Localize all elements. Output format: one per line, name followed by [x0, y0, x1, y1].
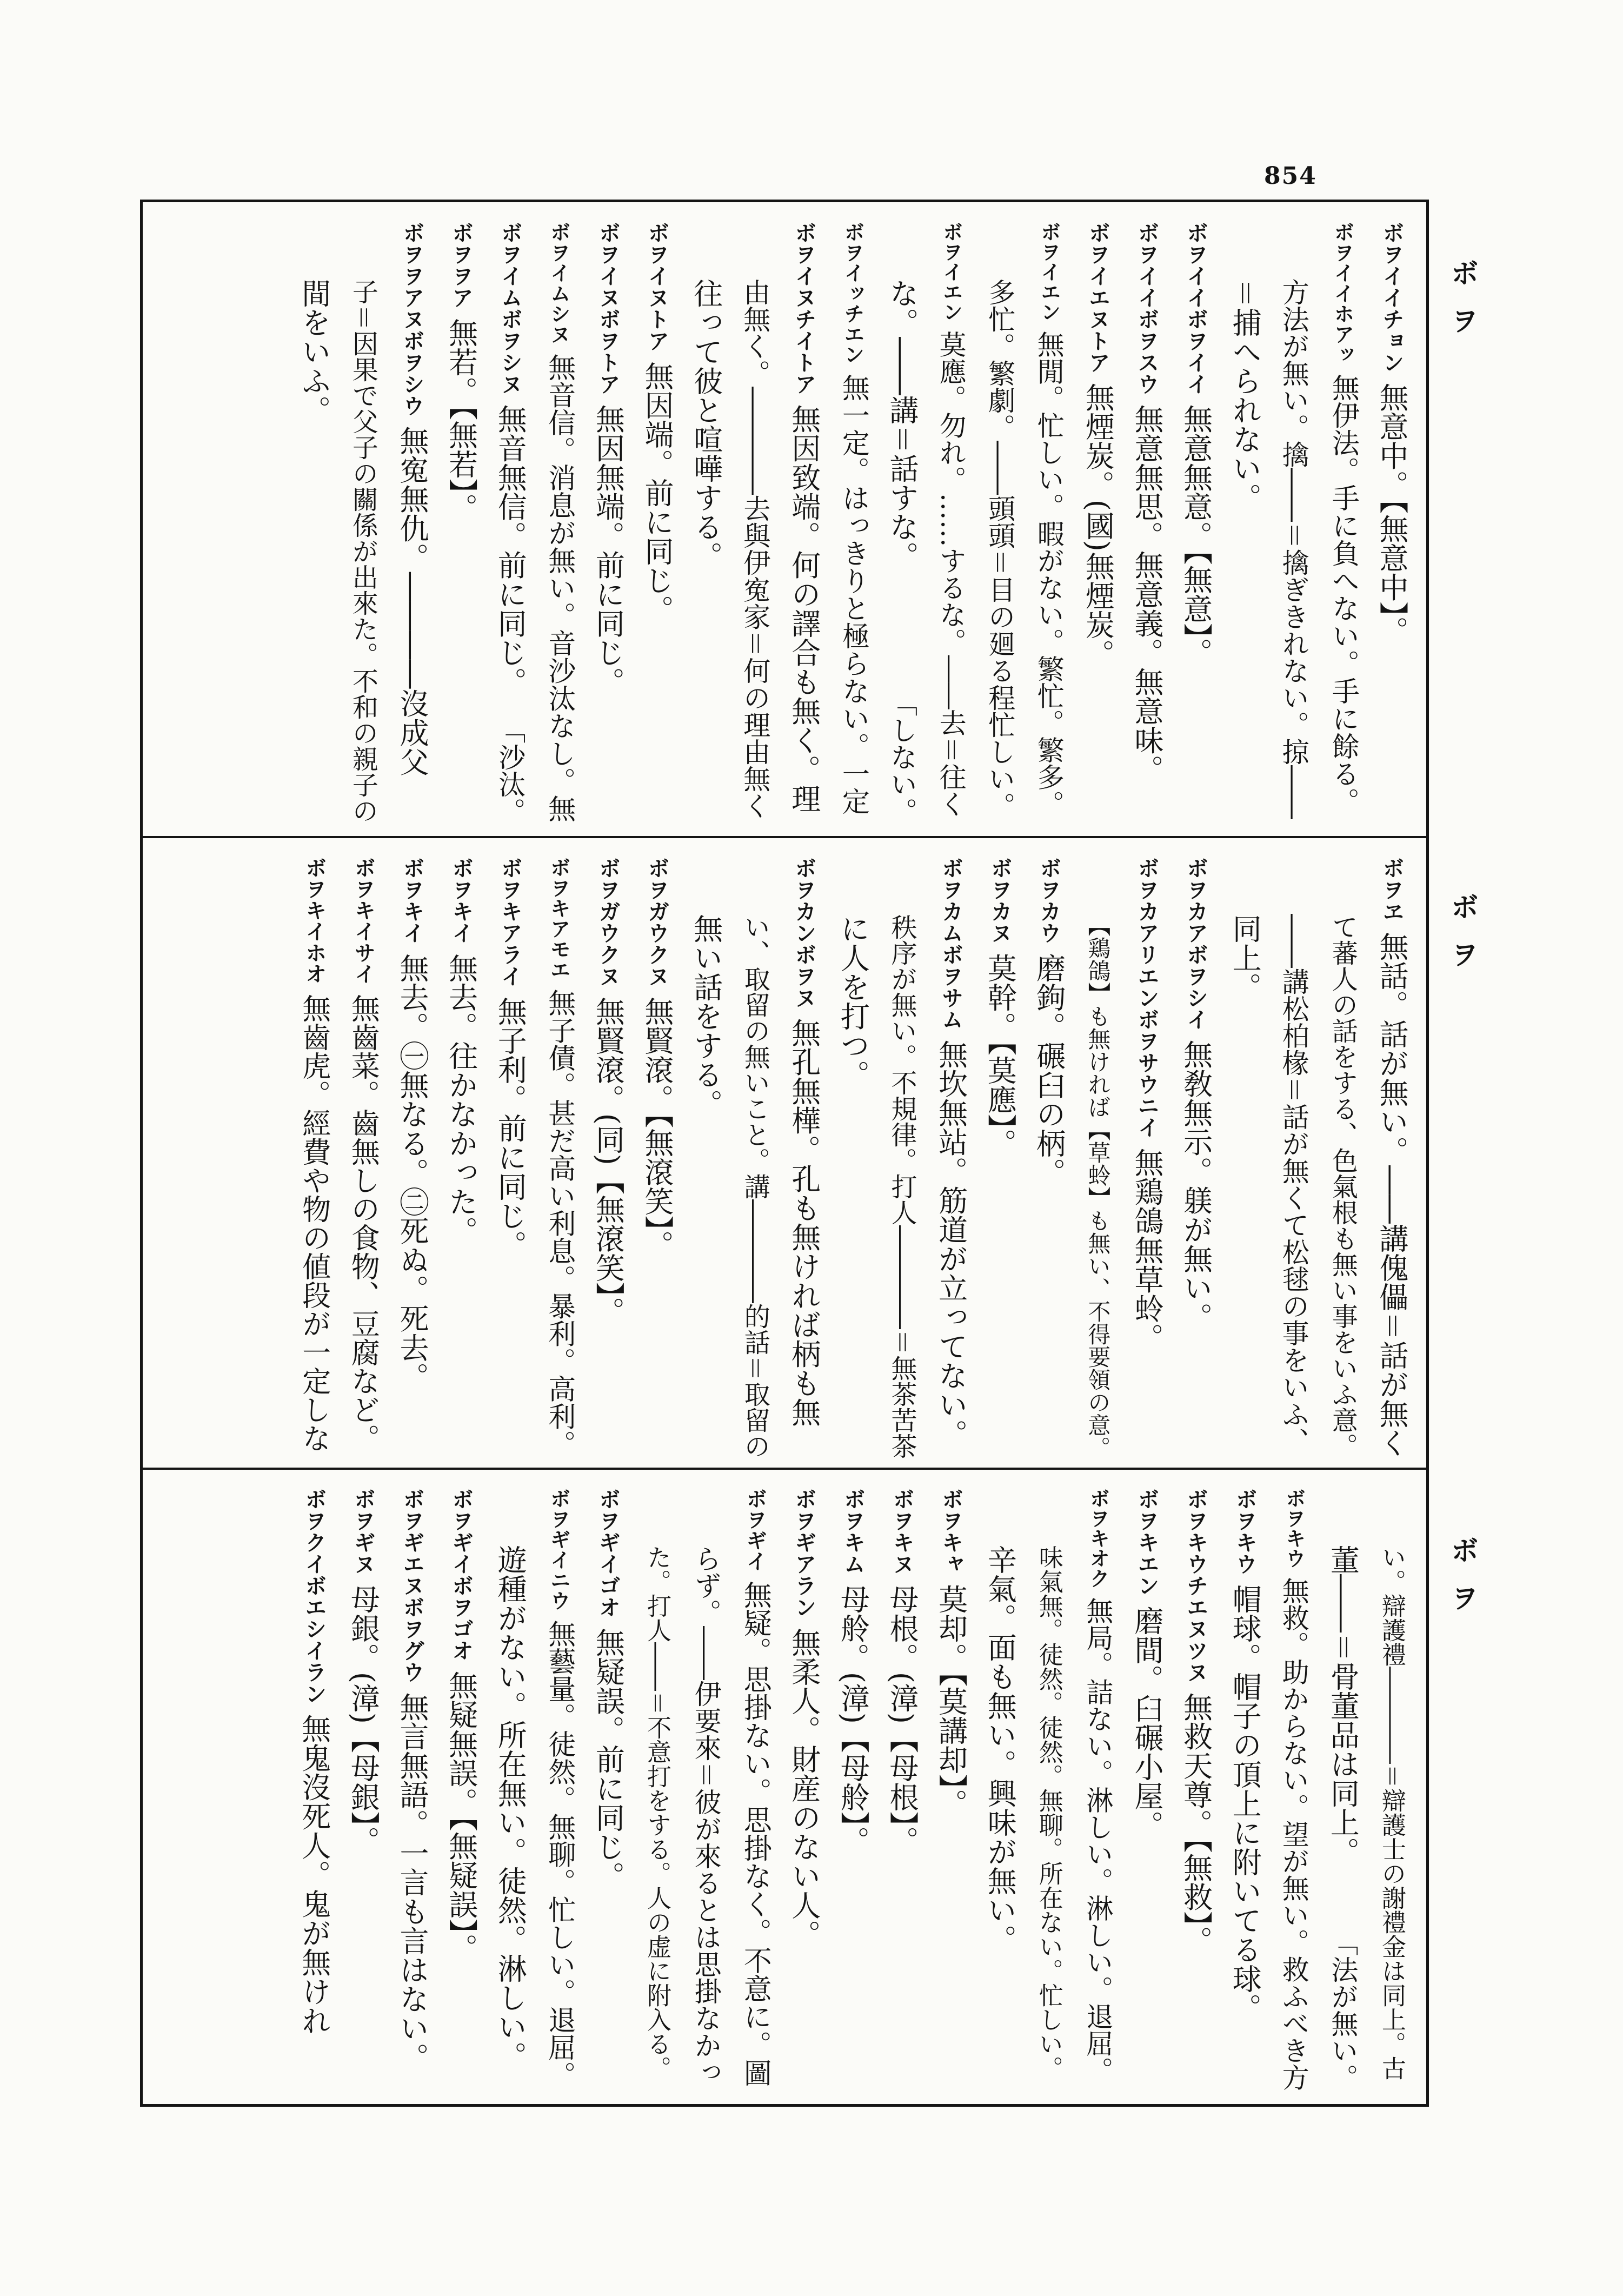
continuation-column	[683, 1545, 729, 2091]
entry-column	[928, 857, 974, 1460]
wrapped-line-tail: 「しない。	[886, 689, 917, 825]
entry-definition: 母舲。(漳)【母舲】。	[836, 1584, 870, 1855]
entry-reading: ボヲキイ	[448, 857, 474, 944]
entry-reading: ボヲカアボヲシイ	[1183, 857, 1208, 1030]
continuation-column	[732, 278, 777, 825]
entry-definition: 無柔人。財産のない人。	[787, 1627, 821, 1949]
entry-definition: 無一定。はっきりと極らない。一定	[837, 374, 869, 815]
definition-continuation: に人を打つ。	[836, 914, 870, 1089]
entry-reading: ボヲイヌトア	[644, 222, 669, 351]
entry-reading: ボヲギイゴオ	[595, 1488, 621, 1618]
entry-column	[1222, 1488, 1267, 2091]
entry-definition: 無疑無誤。【無疑誤】。	[444, 1670, 478, 1963]
entry-definition: 無鬼沒死人。鬼が無けれ	[297, 1714, 331, 2035]
wrapped-line-tail: 「法が無い。	[1327, 1929, 1359, 2091]
entry-column	[585, 857, 630, 1460]
tier-divider-2	[140, 1468, 1429, 1470]
continuation-column	[340, 278, 385, 825]
definition-continuation: 【鶏鴿】も無ければ【草蛉】も無い、不得要領の意。	[1085, 914, 1112, 1459]
entry-reading: ボヲイヌチイトア	[791, 222, 816, 395]
entry-reading: ボヲギヌ	[350, 1488, 376, 1575]
definition-continuation: ――講松柏椽＝話が無くて松毬の事をいふ、	[1278, 914, 1309, 1455]
definition-continuation: 無い話をする。	[689, 914, 723, 1118]
entry-column	[291, 857, 337, 1460]
entry-reading: ボヲキイホオ	[302, 857, 327, 985]
entry-reading: ボヲイイチョン	[1379, 222, 1404, 373]
entry-definition: 莫幹。【莫應】。	[983, 953, 1017, 1158]
entry-column	[732, 1488, 777, 2091]
entry-definition: 莫應。勿れ。……するな。――去＝往く	[935, 330, 967, 818]
entry-column	[1271, 1488, 1316, 2091]
continuation-column	[1320, 914, 1365, 1460]
definition-continuation: 秩序が無い。不規律。打人――――＝無茶苦茶	[887, 914, 917, 1459]
entry-definition: 無音信。消息が無い。音沙汰なし。無	[543, 353, 575, 822]
continuation-column	[1075, 914, 1120, 1460]
entry-column	[1124, 222, 1169, 825]
entry-reading: ボヲイイボヲイイ	[1183, 222, 1208, 395]
entry-definition: 無伊法。手に負へない。手に餘る。	[1327, 374, 1359, 815]
entry-reading: ボヲイエヌトア	[1085, 222, 1110, 373]
entry-reading: ボヲガウクヌ	[595, 857, 621, 987]
entry-column	[389, 857, 435, 1460]
entry-column	[928, 1488, 974, 2091]
continuation-column	[1271, 278, 1316, 825]
entry-reading: ボヲカンボヲヌ	[791, 857, 816, 1008]
entry-definition: 無子利。前に同じ。	[493, 996, 528, 1259]
entry-column	[536, 1488, 582, 2091]
entry-column	[438, 857, 484, 1460]
entry-column	[634, 222, 680, 825]
entry-reading: ボヲキアモエ	[547, 857, 571, 980]
entry-column	[536, 857, 582, 1460]
entry-column	[1026, 222, 1072, 825]
entry-reading: ボヲギアラン	[791, 1488, 816, 1618]
entry-definition: 無齒菜。齒無しの食物、豆腐など。	[347, 993, 380, 1452]
entry-definition: 無孔無樺。孔も無ければ柄も無	[787, 1018, 821, 1427]
entry-column	[585, 1488, 630, 2091]
continuation-column	[977, 278, 1022, 825]
entry-reading: ボヲイイホアッ	[1331, 222, 1355, 365]
definition-continuation: 往って彼と喧嘩する。	[689, 278, 723, 570]
entry-reading: ボヲキエン	[1134, 1488, 1159, 1596]
entry-reading: ボヲキウ	[1232, 1488, 1258, 1575]
definition-continuation: 味氣無。徒然。徒然。無聊。所在ない。忙しい。	[1034, 1545, 1063, 2080]
entry-definition: 磨鉤。碾臼の柄。	[1032, 953, 1066, 1187]
entry-definition: 無子債。甚だ高い利息。暴利。高利。	[543, 988, 575, 1458]
entry-reading: ボヲキイ	[400, 857, 424, 944]
entry-definition: 無疑。思掛ない。思掛なく。不意に。圖	[739, 1581, 771, 2087]
entry-definition: 母根。(漳)【母根】。	[885, 1584, 919, 1855]
entry-column	[1369, 857, 1414, 1460]
continuation-column	[879, 278, 924, 676]
definition-continuation: 遊種がない。所在無い。徒然。淋しい。	[493, 1545, 528, 2071]
entry-column	[1320, 222, 1365, 825]
entry-reading: ボヲイエン	[939, 222, 963, 322]
entry-reading: ボヲギイニウ	[547, 1488, 571, 1611]
definition-continuation: 同上。	[1228, 914, 1262, 1001]
entry-column	[1075, 1488, 1120, 2091]
continuation-column	[830, 914, 875, 1460]
entry-column	[438, 222, 484, 825]
definition-continuation: い。辯護禮――――＝辯護士の謝禮金は同上。古	[1378, 1545, 1406, 2081]
entry-column	[536, 222, 582, 825]
entry-definition: 無坎無站。筋道が立ってない。	[934, 1039, 968, 1449]
entry-definition: 無意無意。【無意】。	[1179, 404, 1213, 667]
entry-definition: 無去。㊀無なる。㊁死ぬ。死去。	[395, 953, 429, 1391]
entry-reading: ボヲヲアヌボヲシウ	[400, 222, 424, 416]
entry-definition: 無賢滾。【無滾笑】。	[640, 996, 674, 1259]
entry-column	[879, 1488, 924, 2091]
entry-definition: 無若。【無若】。	[444, 317, 478, 522]
definition-continuation: 董――＝骨董品は同上。	[1326, 1545, 1360, 1866]
entry-definition: 無因無端。前に同じ。	[591, 404, 626, 696]
entry-reading: ボヲキム	[840, 1488, 866, 1575]
entry-definition: 無閒。忙しい。暇がない。繁忙。繁多。	[1033, 330, 1065, 818]
definition-continuation: い、取留の無いこと。講――――的話＝取留の	[740, 914, 770, 1459]
entry-reading: ボヲギイ	[743, 1488, 768, 1571]
entry-definition: 無鶏鴿無草蛉。	[1130, 1147, 1164, 1352]
entry-definition: 無因端。前に同じ。	[640, 361, 674, 624]
entry-column	[781, 222, 827, 825]
entry-definition: 磨間。臼碾小屋。	[1130, 1605, 1164, 1840]
entry-reading: ボヲキウチエヌツヌ	[1183, 1488, 1208, 1683]
entry-reading: ボヲキオク	[1086, 1488, 1110, 1588]
entry-reading: ボヲカヌ	[987, 857, 1013, 944]
entry-definition: 無因致端。何の譯合も無く。理	[787, 404, 821, 813]
running-head-tier-2: ボヲ	[1446, 892, 1478, 987]
definition-continuation: 多忙。繁劇。――頭頭＝目の廻る程忙しい。	[984, 278, 1016, 819]
definition-continuation: 子＝因果で父子の關係が出來た。不和の親子の	[348, 278, 378, 824]
entry-reading: ボヲキイサイ	[351, 857, 376, 985]
entry-column	[1173, 857, 1219, 1460]
entry-definition: 無藝量。徒然。無聊。忙しい。退屈。	[543, 1620, 575, 2089]
entry-column	[1173, 1488, 1219, 2091]
entry-column	[487, 222, 533, 703]
tier-divider-1	[140, 836, 1429, 838]
running-head-tier-1: ボヲ	[1446, 258, 1478, 354]
entry-column	[1075, 222, 1120, 825]
continuation-column	[732, 914, 777, 1460]
continuation-column	[1222, 278, 1267, 825]
definition-continuation: 由無く。――――去與伊寃家＝何の理由無く	[739, 278, 771, 819]
continuation-column	[683, 278, 729, 825]
continuation-column	[1271, 914, 1316, 1460]
entry-column	[781, 857, 827, 1460]
entry-reading: ボヲイムボヲシヌ	[497, 222, 523, 395]
entry-column	[830, 1488, 875, 2091]
definition-continuation: た。打人――＝不意打をする。人の虚に附入る。	[643, 1545, 671, 2081]
definition-continuation: 間をいふ。	[297, 278, 331, 424]
entry-column	[340, 1488, 385, 2091]
entry-definition: 無寃無仇。――――沒成父	[395, 426, 429, 777]
definition-continuation: ＝捕へられない。	[1228, 278, 1262, 512]
definition-continuation: な。――講＝話すな。	[885, 278, 919, 570]
entry-definition: 無賢滾。(同)【無滾笑】。	[591, 996, 626, 1326]
entry-reading: ボヲイイボヲスウ	[1134, 222, 1159, 395]
entry-reading: ボヲヲア	[448, 222, 474, 308]
entry-reading: ボヲイムシヌ	[547, 222, 571, 344]
entry-column	[340, 857, 385, 1460]
entry-reading: ボヲキヌ	[889, 1488, 914, 1575]
continuation-column	[1320, 1545, 1365, 1915]
continuation-column	[1369, 1545, 1414, 2091]
entry-reading: ボヲギイボヲゴオ	[448, 1488, 474, 1661]
entry-reading: ボヲギエヌボヲグウ	[400, 1488, 424, 1683]
entry-column	[1369, 222, 1414, 825]
continuation-column	[1026, 1545, 1072, 2091]
entry-column	[1124, 857, 1169, 1460]
entry-column	[487, 857, 533, 1460]
entry-column	[389, 1488, 435, 2091]
entry-reading: ボヲイエン	[1037, 222, 1061, 322]
continuation-column	[487, 1545, 533, 2091]
entry-reading: ボヲキアライ	[497, 857, 523, 987]
definition-continuation: らず。――伊要來＝彼が來るとは思掛なかっ	[690, 1545, 722, 2086]
entry-reading: ボヲクイボエシイラン	[301, 1488, 327, 1704]
continuation-column	[291, 278, 337, 825]
entry-reading: ボヲキャ	[938, 1488, 963, 1575]
entry-definition: 無話。話が無い。――講傀儡＝話が無く	[1375, 931, 1409, 1457]
entry-column	[1026, 857, 1072, 1460]
continuation-column	[1222, 914, 1267, 1460]
continuation-column	[977, 1545, 1022, 2091]
entry-reading: ボヲキウ	[1282, 1488, 1306, 1568]
entry-definition: 無去。往かなかった。	[444, 953, 478, 1245]
entry-column	[438, 1488, 484, 2091]
entry-column	[928, 222, 974, 825]
entry-column	[634, 857, 680, 1460]
entry-definition: 無言無語。一言も言はない。	[395, 1692, 429, 2072]
entry-definition: 無敎無示。躾が無い。	[1179, 1039, 1213, 1332]
entry-reading: ボヲイヌボヲトア	[595, 222, 621, 395]
running-head-tier-3: ボヲ	[1446, 1536, 1478, 1631]
entry-column	[291, 1488, 337, 2091]
entry-definition: 無意中。【無意中】。	[1375, 382, 1409, 646]
entry-definition: 無齒虎。經費や物の値段が一定しな	[297, 993, 331, 1452]
entry-definition: 無救。助からない。望が無い。救ふべき方	[1278, 1577, 1309, 2091]
entry-column	[830, 222, 875, 825]
continuation-column	[634, 1545, 680, 2091]
wrapped-line-tail: 「沙汰。	[494, 716, 526, 825]
entry-definition: 帽球。帽子の頂上に附いてる球。	[1228, 1584, 1262, 2022]
entry-definition: 無音無信。前に同じ。	[493, 404, 528, 696]
entry-definition: 無局。詰ない。淋しい。淋しい。退屈。	[1082, 1597, 1114, 2084]
continuation-column	[683, 914, 729, 1460]
entry-column	[1124, 1488, 1169, 2091]
page-number: 854	[1264, 162, 1317, 190]
entry-reading: ボヲカウ	[1036, 857, 1061, 944]
entry-definition: 無意無思。無意義。無意味。	[1130, 404, 1164, 784]
entry-column	[389, 222, 435, 825]
entry-definition: 無疑誤。前に同じ。	[591, 1627, 626, 1890]
definition-continuation: て蕃人の話をする、色氣根も無い事をいふ意。	[1327, 914, 1358, 1459]
entry-column	[781, 1488, 827, 2091]
entry-column	[585, 222, 630, 825]
entry-reading: ボヲカアリエンボヲサウニイ	[1134, 857, 1159, 1138]
entry-definition: 無救天尊。【無救】。	[1179, 1692, 1213, 1955]
entry-definition: 無煙炭。(國)無煙炭。	[1081, 382, 1115, 668]
entry-column	[977, 857, 1022, 1460]
definition-continuation: 辛氣。面も無い。興味が無い。	[983, 1545, 1017, 1954]
continuation-column	[879, 914, 924, 1460]
entry-definition: 母銀。(漳)【母銀】。	[346, 1584, 381, 1855]
entry-reading: ボヲイッチエン	[841, 222, 865, 365]
entry-reading: ボヲガウクヌ	[644, 857, 669, 987]
definition-continuation: 方法が無い。擒――＝擒ぎきれない。掠――	[1278, 278, 1309, 819]
entry-reading: ボヲカムボヲサム	[938, 857, 963, 1030]
entry-definition: 莫却。【莫講却】。	[934, 1584, 968, 1818]
entry-reading: ボヲヱ	[1379, 857, 1404, 922]
entry-column	[1173, 222, 1219, 825]
